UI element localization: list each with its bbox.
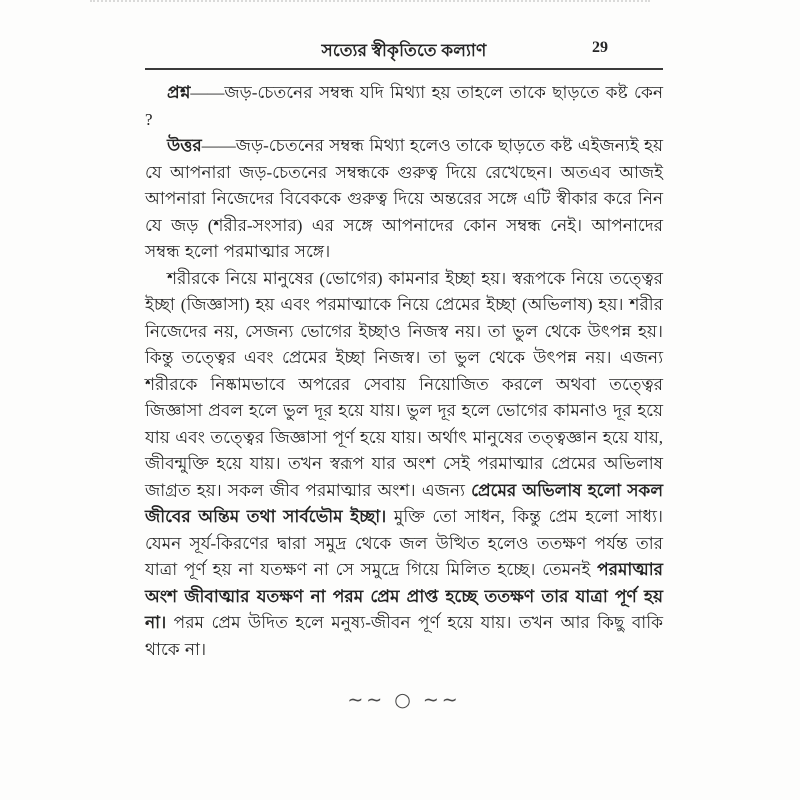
emphasized-text: পরমাত্মার অংশ জীবাত্মার যতক্ষণ না পরম প্রেম প্রাপ্ত হচ্ছে ততক্ষণ তার যাত্রা পূর্ণ হয় না। — [145, 560, 663, 632]
text-segment: ——জড়-চেতনের সম্বন্ধ মিথ্যা হলেও তাকে ছাড়তে কষ্ট এইজন্যই হয় যে আপনারা জড়-চেতনের সম্বন্ধকে গুরুত্ব দিয়ে রেখেছেন। অতএব আজই আপনারা নিজেদের বিবেককে গুরুত্ব দিয়ে অন্তরের সঙ্গে এটি স্বীকার করে নিন যে জড় (শরীর-সংসার) এর সঙ্গে আপনাদের কোন সম্বন্ধ নেই। আপনাদের সম্বন্ধ হলো পরমাত্মার সঙ্গে। — [145, 136, 663, 261]
text-segment: পরম প্রেম উদিত হলে মনুষ্য-জীবন পূর্ণ হয়ে যায়। তখন আর কিছু বাকি থাকে না। — [145, 613, 663, 659]
text-segment: মুক্তি তো সাধন, কিন্তু প্রেম হলো সাধ্য। যেমন সূর্য-কিরণের দ্বারা সমুদ্র থেকে জল উত্থিত হলেও ততক্ষণ পর্যন্ত তার যাত্রা পূর্ণ হয় না যতক্ষণ না সে সমুদ্রে গিয়ে মিলিত হচ্ছে। তেমনই — [145, 507, 663, 579]
running-title: সত্যের স্বীকৃতিতে কল্যাণ — [321, 41, 487, 60]
emphasized-text: উত্তর — [167, 136, 202, 155]
paragraph — [145, 80, 663, 133]
page-body — [145, 80, 663, 663]
text-segment: শরীরকে নিয়ে মানুষের (ভোগের) কামনার ইচ্ছা হয়। স্বরূপকে নিয়ে তত্ত্বের ইচ্ছা (জিজ্ঞাসা) হয় এবং পরমাত্মাকে নিয়ে প্রেমের ইচ্ছা (অভিলাষ) হয়। শরীর নিজেদের নয়, সেজন্য ভোগের ইচ্ছাও নিজস্ব নয়। তা ভুল থেকে উৎপন্ন হয়। কিন্তু তত্ত্বের এবং প্রেমের ইচ্ছা নিজস্ব। তা ভুল থেকে উৎপন্ন নয়। এজন্য শরীরকে নিষ্কামভাবে অপরের সেবায় নিয়োজিত করলে অথবা তত্ত্বের জিজ্ঞাসা প্রবল হলে ভুল দূর হয়ে যায়। ভুল দূর হলে ভোগের কামনাও দূর হয়ে যায় এবং তত্ত্বের জিজ্ঞাসা পূর্ণ হয়ে যায়। অর্থাৎ মানুষের তত্ত্বজ্ঞান হয়ে যায়, জীবন্মুক্তি হয়ে যায়। তখন স্বরূপ যার অংশ সেই পরমাত্মার প্রেমের অভিলাষ জাগ্রত হয়। সকল জীব পরমাত্মার অংশ। এজন্য — [145, 268, 663, 500]
scan-edge-artifact — [90, 0, 650, 2]
page-number: 29 — [592, 39, 608, 56]
emphasized-text: প্রশ্ন — [167, 83, 191, 102]
paragraph — [145, 266, 663, 664]
section-end-ornament: ∼∼ ○ ∼∼ — [347, 689, 461, 711]
page-header — [145, 38, 663, 70]
text-segment: ——জড়-চেতনের সম্বন্ধ যদি মিথ্যা হয় তাহলে তাকে ছাড়তে কষ্ট কেন ? — [145, 83, 663, 129]
paragraph — [145, 133, 663, 266]
emphasized-text: প্রেমের অভিলাষ হলো সকল জীবের অন্তিম তথা সার্বভৌম ইচ্ছা। — [145, 480, 663, 526]
page-content — [145, 38, 663, 711]
